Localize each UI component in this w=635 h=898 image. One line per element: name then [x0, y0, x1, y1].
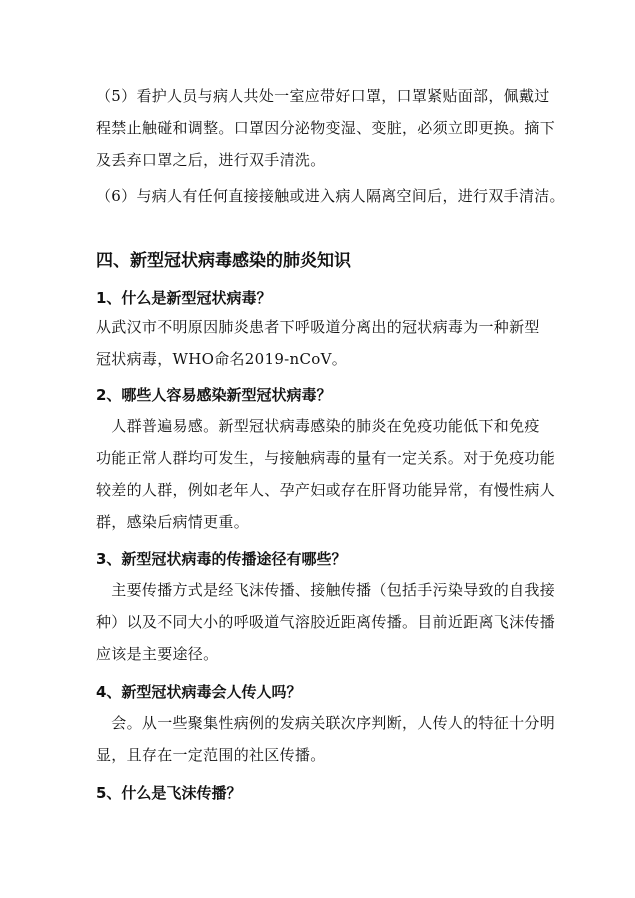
text-line: 种）以及不同大小的呼吸道气溶胶近距离传播。目前近距离飞沫传播	[96, 613, 556, 631]
text-line: 较差的人群，例如老年人、孕产妇或存在肝肾功能异常，有慢性病人	[96, 481, 556, 499]
text-line: 人群普遍易感。新型冠状病毒感染的肺炎在免疫功能低下和免疫	[96, 417, 540, 435]
question-3-heading: 3、新型冠状病毒的传播途径有哪些？	[96, 550, 347, 568]
text-line: 冠状病毒，WHO命名2019-nCoV。	[96, 350, 348, 368]
text-line: 应该是主要途径。	[96, 645, 219, 663]
item-6-paragraph	[96, 180, 565, 212]
answer-2-paragraph	[96, 410, 556, 538]
question-4-heading: 4、新型冠状病毒会人传人吗？	[96, 683, 302, 701]
answer-3-paragraph	[96, 574, 556, 670]
question-5-heading: 5、什么是飞沫传播？	[96, 784, 242, 802]
text-line: 会。从一些聚集性病例的发病关联次序判断，人传人的特征十分明	[96, 714, 556, 732]
question-1-heading: 1、什么是新型冠状病毒？	[96, 289, 272, 307]
text-line: （6）与病人有任何直接接触或进入病人隔离空间后，进行双手清洁。	[96, 187, 565, 205]
text-line: 从武汉市不明原因肺炎患者下呼吸道分离出的冠状病毒为一种新型	[96, 318, 540, 336]
section-4-heading: 四、新型冠状病毒感染的肺炎知识	[96, 251, 351, 271]
text-line: （5）看护人员与病人共处一室应带好口罩，口罩紧贴面部，佩戴过	[96, 87, 550, 105]
text-line: 主要传播方式是经飞沫传播、接触传播（包括手污染导致的自我接	[96, 581, 556, 599]
answer-1-paragraph	[96, 311, 544, 375]
answer-4-paragraph	[96, 707, 556, 771]
text-line: 群，感染后病情更重。	[96, 513, 250, 531]
text-line: 及丢弃口罩之后，进行双手清洗。	[96, 151, 326, 169]
item-5-paragraph	[96, 80, 556, 176]
text-line: 程禁止触碰和调整。口罩因分泌物变湿、变脏，必须立即更换。摘下	[96, 119, 556, 137]
text-line: 功能正常人群均可发生，与接触病毒的量有一定关系。对于免疫功能	[96, 449, 556, 467]
question-2-heading: 2、哪些人容易感染新型冠状病毒？	[96, 386, 332, 404]
text-line: 显，且存在一定范围的社区传播。	[96, 746, 326, 764]
